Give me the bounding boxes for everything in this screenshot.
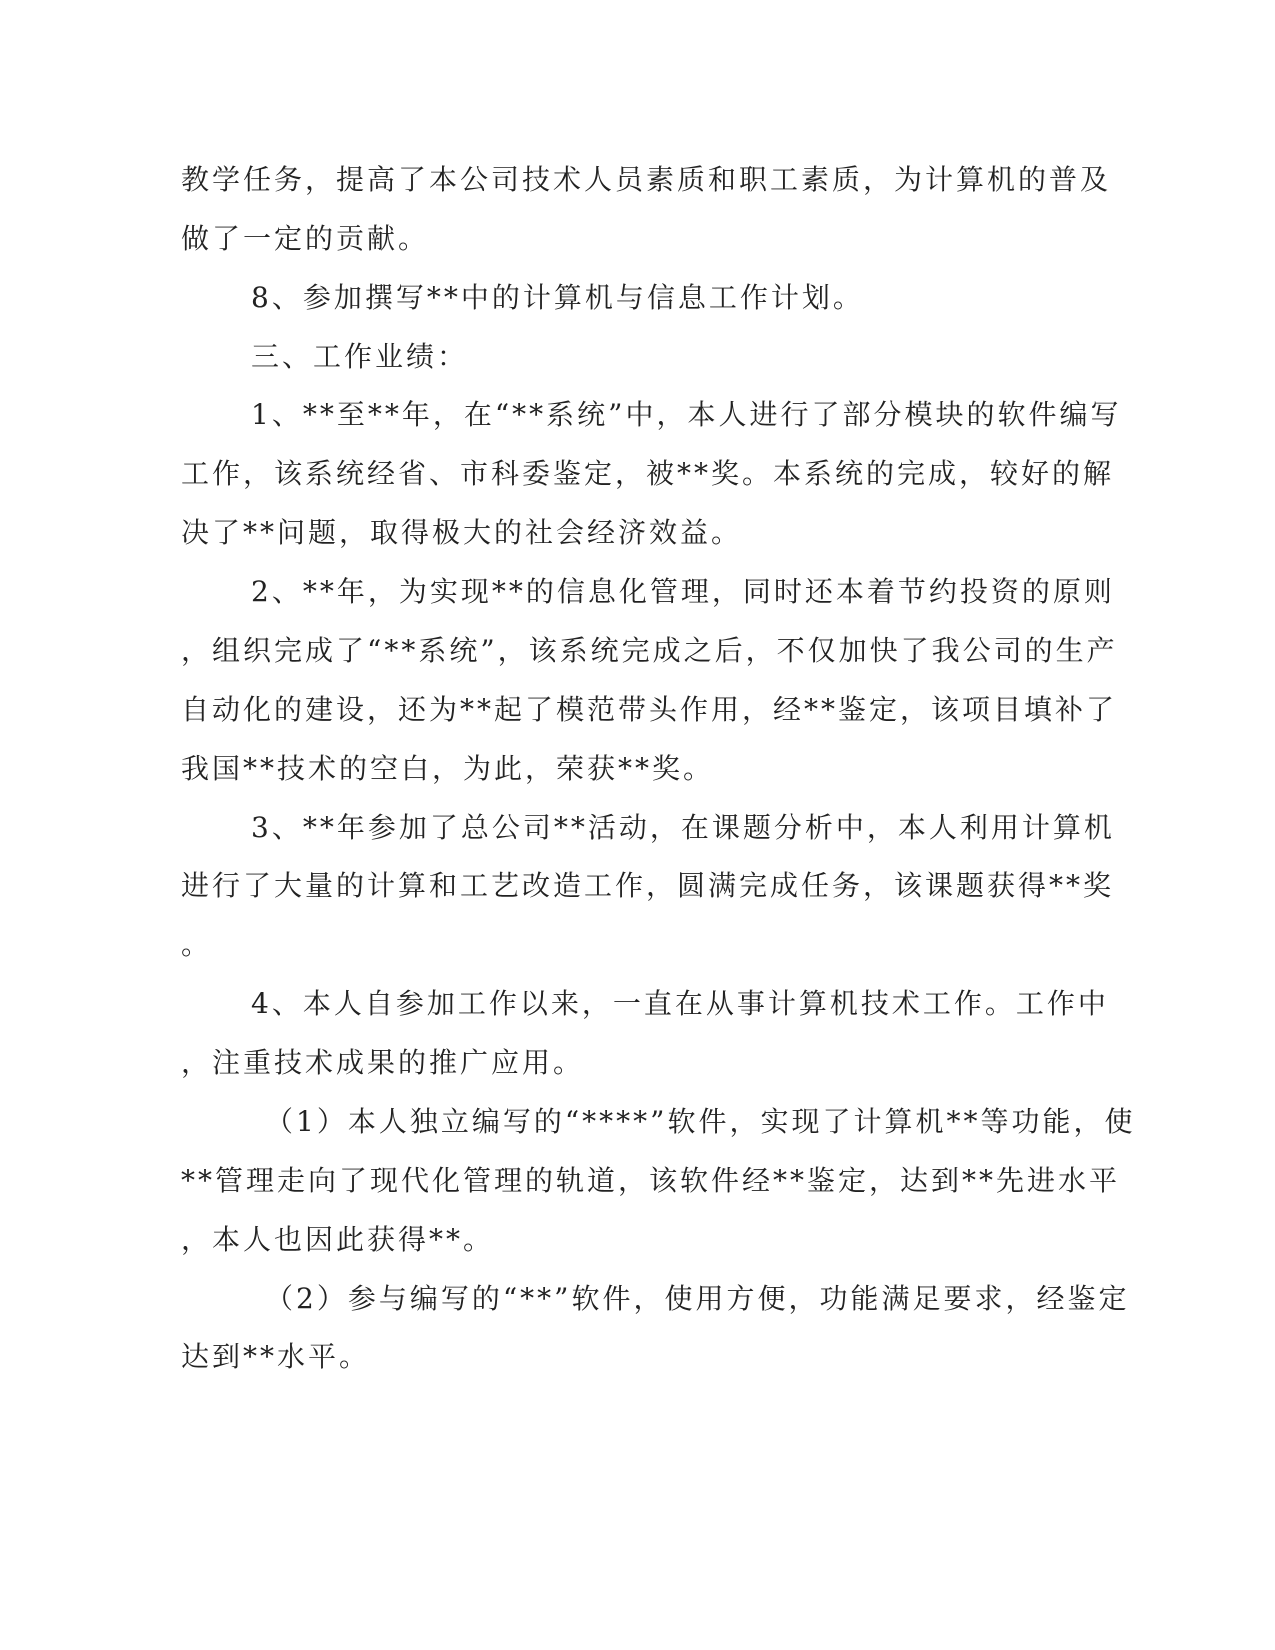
- achievement-1-line: 工作，该系统经省、市科委鉴定，被**奖。本系统的完成，较好的解: [181, 457, 1115, 490]
- achievement-4-line: 4、本人自参加工作以来，一直在从事计算机技术工作。工作中: [251, 987, 1109, 1020]
- sub-item-2-line: （2）参与编写的“**”软件，使用方便，功能满足要求，经鉴定: [265, 1282, 1130, 1315]
- achievement-2-line: ，组织完成了“**系统”，该系统完成之后，不仅加快了我公司的生产: [181, 634, 1118, 667]
- sub-item-2-line: 达到**水平。: [181, 1340, 371, 1373]
- sub-item-1-line: **管理走向了现代化管理的轨道，该软件经**鉴定，达到**先进水平: [181, 1164, 1121, 1197]
- achievement-4-line: ，注重技术成果的推广应用。: [181, 1046, 585, 1079]
- text-line: 做了一定的贡献。: [181, 222, 430, 255]
- achievement-1-line: 1、**至**年，在“**系统”中，本人进行了部分模块的软件编写: [251, 398, 1122, 431]
- sub-item-1-line: （1）本人独立编写的“****”软件，实现了计算机**等功能，使: [265, 1105, 1136, 1138]
- achievement-2-line: 2、**年，为实现**的信息化管理，同时还本着节约投资的原则: [251, 575, 1115, 608]
- achievement-3-line: 进行了大量的计算和工艺改造工作，圆满完成任务，该课题获得**奖: [181, 869, 1115, 902]
- text-line: 教学任务，提高了本公司技术人员素质和职工素质，为计算机的普及: [181, 163, 1112, 196]
- section-heading: 三、工作业绩：: [251, 340, 469, 373]
- achievement-3-line: 。: [181, 928, 213, 961]
- achievement-2-line: 我国**技术的空白，为此，荣获**奖。: [181, 752, 715, 785]
- list-item-8: 8、参加撰写**中的计算机与信息工作计划。: [251, 281, 864, 314]
- achievement-3-line: 3、**年参加了总公司**活动，在课题分析中，本人利用计算机: [251, 811, 1115, 844]
- achievement-2-line: 自动化的建设，还为**起了模范带头作用，经**鉴定，该项目填补了: [181, 693, 1118, 726]
- sub-item-1-line: ，本人也因此获得**。: [181, 1223, 495, 1256]
- achievement-1-line: 决了**问题，取得极大的社会经济效益。: [181, 516, 743, 549]
